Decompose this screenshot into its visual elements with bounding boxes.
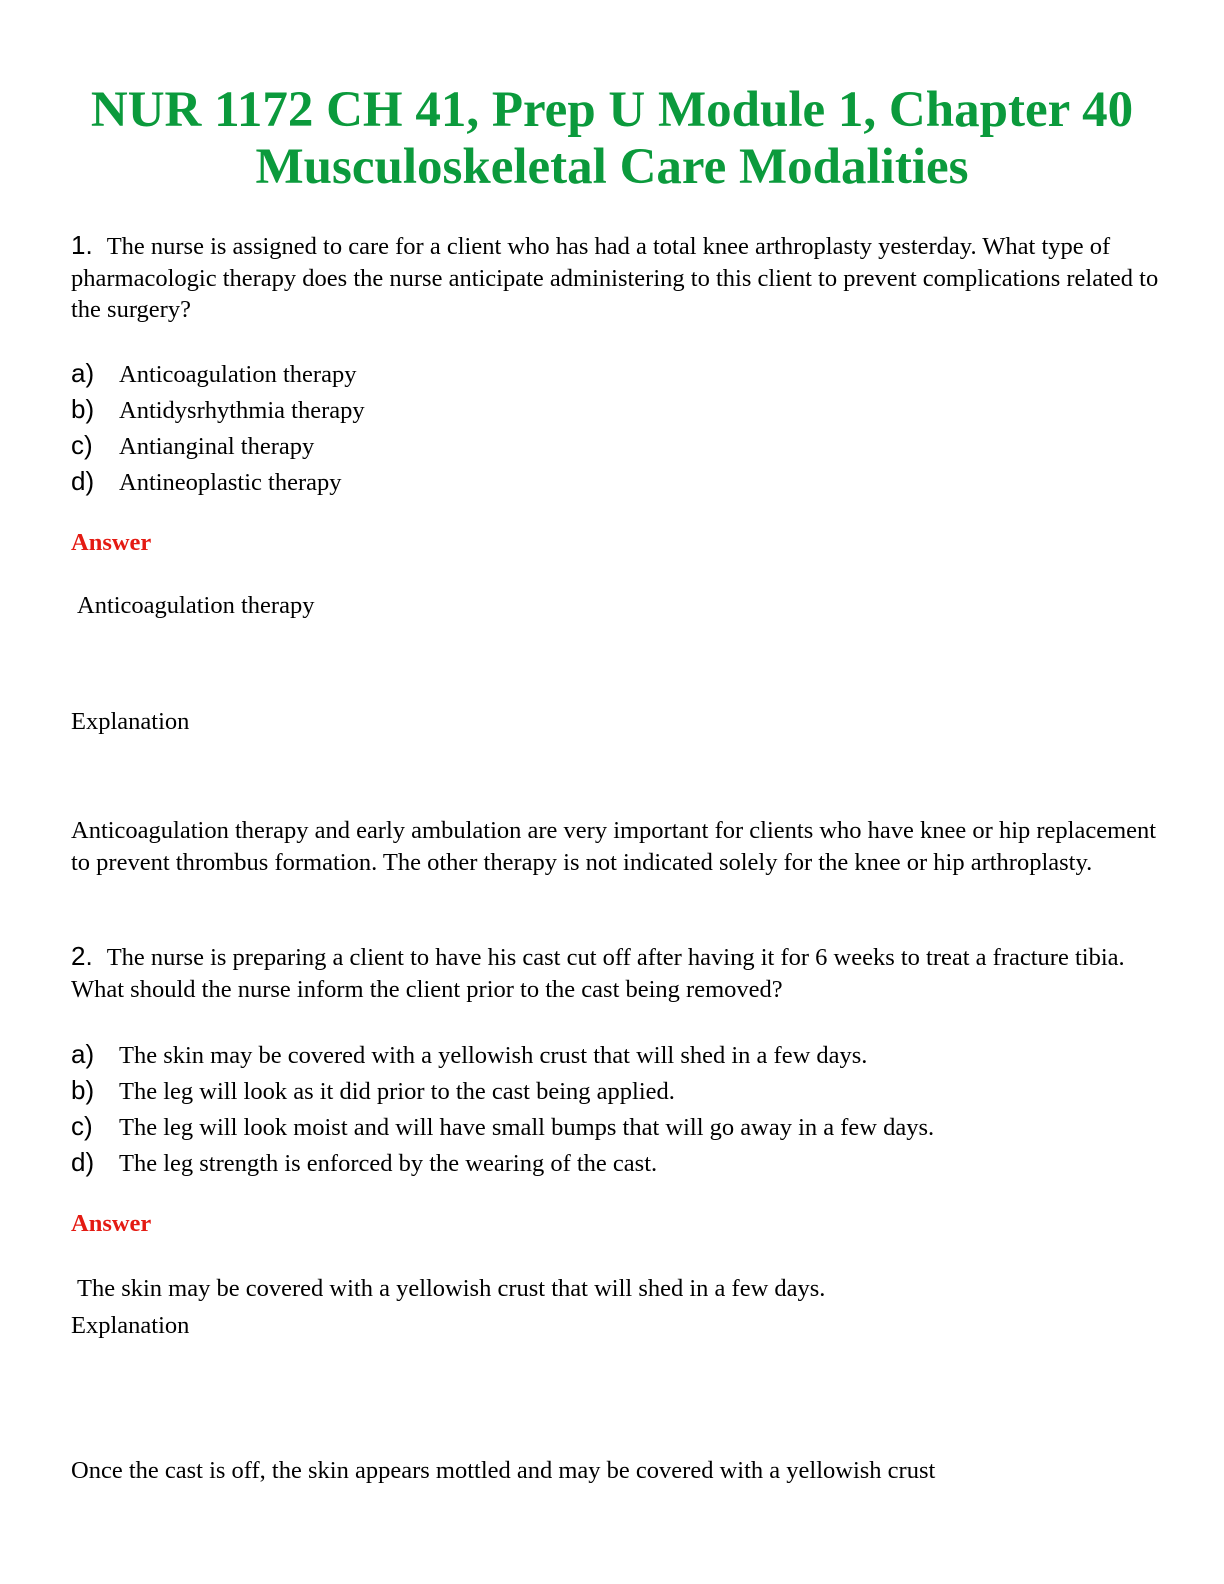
option-letter: d) bbox=[71, 1147, 95, 1177]
page-title bbox=[0, 82, 1224, 196]
option-text: Anticoagulation therapy bbox=[119, 361, 357, 388]
question-1 bbox=[71, 230, 1161, 326]
page-title-line-1: NUR 1172 CH 41, Prep U Module 1, Chapter 40 bbox=[90, 82, 1134, 138]
question-number: 1. bbox=[71, 230, 93, 260]
option-letter: a) bbox=[71, 358, 95, 388]
option-a bbox=[71, 355, 1161, 391]
question-2 bbox=[71, 941, 1161, 1005]
option-d bbox=[71, 1144, 1161, 1180]
answer-label: Answer bbox=[71, 529, 152, 556]
option-b bbox=[71, 391, 1161, 427]
option-d bbox=[71, 463, 1161, 499]
option-text: Antianginal therapy bbox=[119, 433, 315, 460]
question-text: The nurse is assigned to care for a client who has had a total knee arthroplasty yesterday. What type of pharmacologic therapy does the nurse anticipate administering to this client to prevent complications related to the surgery? bbox=[71, 233, 1159, 323]
option-text: The skin may be covered with a yellowish crust that will shed in a few days. bbox=[119, 1042, 868, 1069]
option-letter: a) bbox=[71, 1039, 95, 1069]
options-list-2 bbox=[71, 1036, 1161, 1180]
option-c bbox=[71, 427, 1161, 463]
option-letter: c) bbox=[71, 430, 93, 460]
answer-text: Anticoagulation therapy bbox=[77, 592, 315, 619]
option-letter: c) bbox=[71, 1111, 93, 1141]
option-text: Antineoplastic therapy bbox=[119, 469, 342, 496]
page-title-line-2: Musculoskeletal Care Modalities bbox=[255, 139, 969, 195]
question-number: 2. bbox=[71, 941, 93, 971]
option-a bbox=[71, 1036, 1161, 1072]
option-letter: b) bbox=[71, 394, 95, 424]
option-text: Antidysrhythmia therapy bbox=[119, 397, 365, 424]
answer-label: Answer bbox=[71, 1210, 152, 1237]
option-text: The leg strength is enforced by the wearing of the cast. bbox=[119, 1150, 658, 1177]
explanation-text: Once the cast is off, the skin appears mottled and may be covered with a yellowish crust bbox=[71, 1457, 936, 1484]
option-c bbox=[71, 1108, 1161, 1144]
option-b bbox=[71, 1072, 1161, 1108]
explanation-text: Anticoagulation therapy and early ambulation are very important for clients who have knee or hip replacement to prevent thrombus formation. The other therapy is not indicated solely for the knee or hip arthroplasty. bbox=[71, 817, 1157, 876]
explanation-label: Explanation bbox=[71, 708, 190, 735]
option-text: The leg will look moist and will have small bumps that will go away in a few days. bbox=[119, 1114, 935, 1141]
option-letter: d) bbox=[71, 466, 95, 496]
options-list-1 bbox=[71, 355, 1161, 499]
option-letter: b) bbox=[71, 1075, 95, 1105]
answer-text: The skin may be covered with a yellowish crust that will shed in a few days. bbox=[77, 1275, 826, 1302]
question-text: The nurse is preparing a client to have his cast cut off after having it for 6 weeks to treat a fracture tibia. What should the nurse inform the client prior to the cast being removed? bbox=[71, 944, 1125, 1003]
explanation-label: Explanation bbox=[71, 1312, 190, 1339]
option-text: The leg will look as it did prior to the cast being applied. bbox=[119, 1078, 675, 1105]
